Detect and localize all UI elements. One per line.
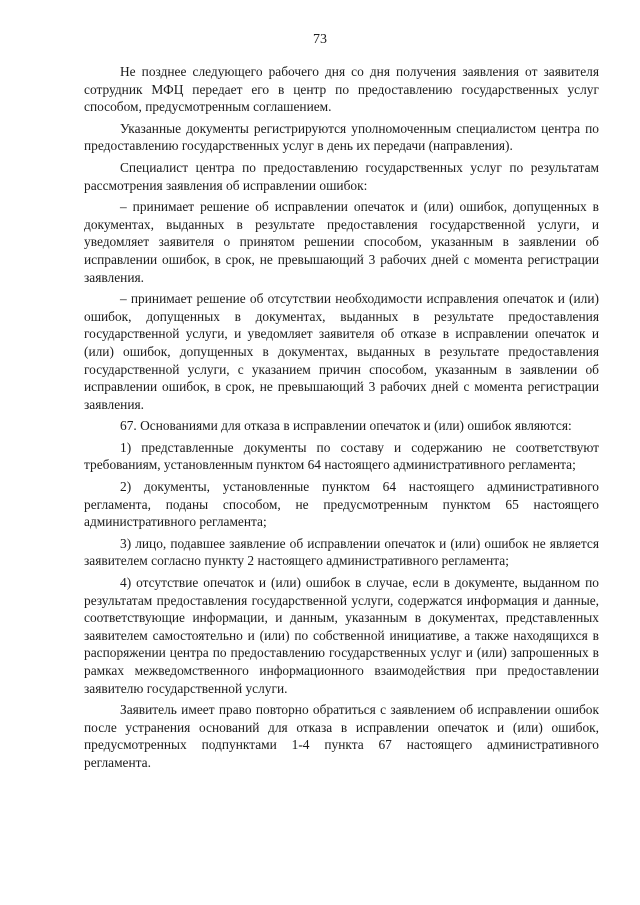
document-body	[84, 63, 599, 776]
paragraph: Указанные документы регистрируются уполномоченным специалистом центра по предоставлению государственных услуг в день их передачи (направления).	[84, 120, 599, 154]
paragraph: Заявитель имеет право повторно обратиться с заявлением об исправлении ошибок после устранения оснований для отказа в исправлении опечаток и (или) ошибок, предусмотренных подпунктами 1-4 пункта 67 настоящего административного регламента.	[84, 702, 599, 770]
list-item: 3) лицо, подавшее заявление об исправлении опечаток и (или) ошибок не является заявителем согласно пункту 2 настоящего административного регламента;	[84, 535, 599, 569]
list-item: 2) документы, установленные пунктом 64 настоящего административного регламента, поданы способом, не предусмотренным пунктом 65 настоящего административного регламента;	[84, 479, 599, 530]
list-item: – принимает решение об отсутствии необходимости исправления опечаток и (или) ошибок, допущенных в документах, выданных в результате предоставления государственной услуги, и уведомляет заявителя об отказе в исправлении опечаток и (или) ошибок, допущенных в документах, выданных в результате предоставления государственной услуги, с указанием причин способом, указанным в заявлении об исправлении ошибок, в срок, не превышающий 3 рабочих дней с момента регистрации заявления.	[84, 291, 599, 412]
list-item: 1) представленные документы по составу и содержанию не соответствуют требованиям, установленным пунктом 64 настоящего административного регламента;	[84, 439, 599, 473]
paragraph: Не позднее следующего рабочего дня со дня получения заявления от заявителя сотрудник МФЦ передает его в центр по предоставлению государственных услуг способом, предусмотренным соглашением.	[84, 64, 599, 115]
paragraph: 67. Основаниями для отказа в исправлении опечаток и (или) ошибок являются:	[120, 418, 572, 434]
list-item: – принимает решение об исправлении опечаток и (или) ошибок, допущенных в документах, выданных в результате предоставления государственной услуги, и уведомляет заявителя о принятом решении способом, указанным в заявлении об исправлении ошибок, в срок, не превышающий 3 рабочих дней с момента регистрации заявления.	[84, 199, 599, 285]
page-number: 73	[313, 32, 327, 47]
paragraph: Специалист центра по предоставлению государственных услуг по результатам рассмотрения заявления об исправлении ошибок:	[84, 159, 599, 193]
list-item: 4) отсутствие опечаток и (или) ошибок в случае, если в документе, выданном по результатам предоставления государственной услуги, содержатся информация и данные, соответствующие информации, и данным, указанным в документах, представленных заявителем самостоятельно и (или) по собственной инициативе, а также находящихся в распоряжении центра по предоставлению государственных услуг и (или) запрошенных в рамках межведомственного информационного взаимодействия при предоставлении заявителю государственной услуги.	[84, 575, 599, 696]
